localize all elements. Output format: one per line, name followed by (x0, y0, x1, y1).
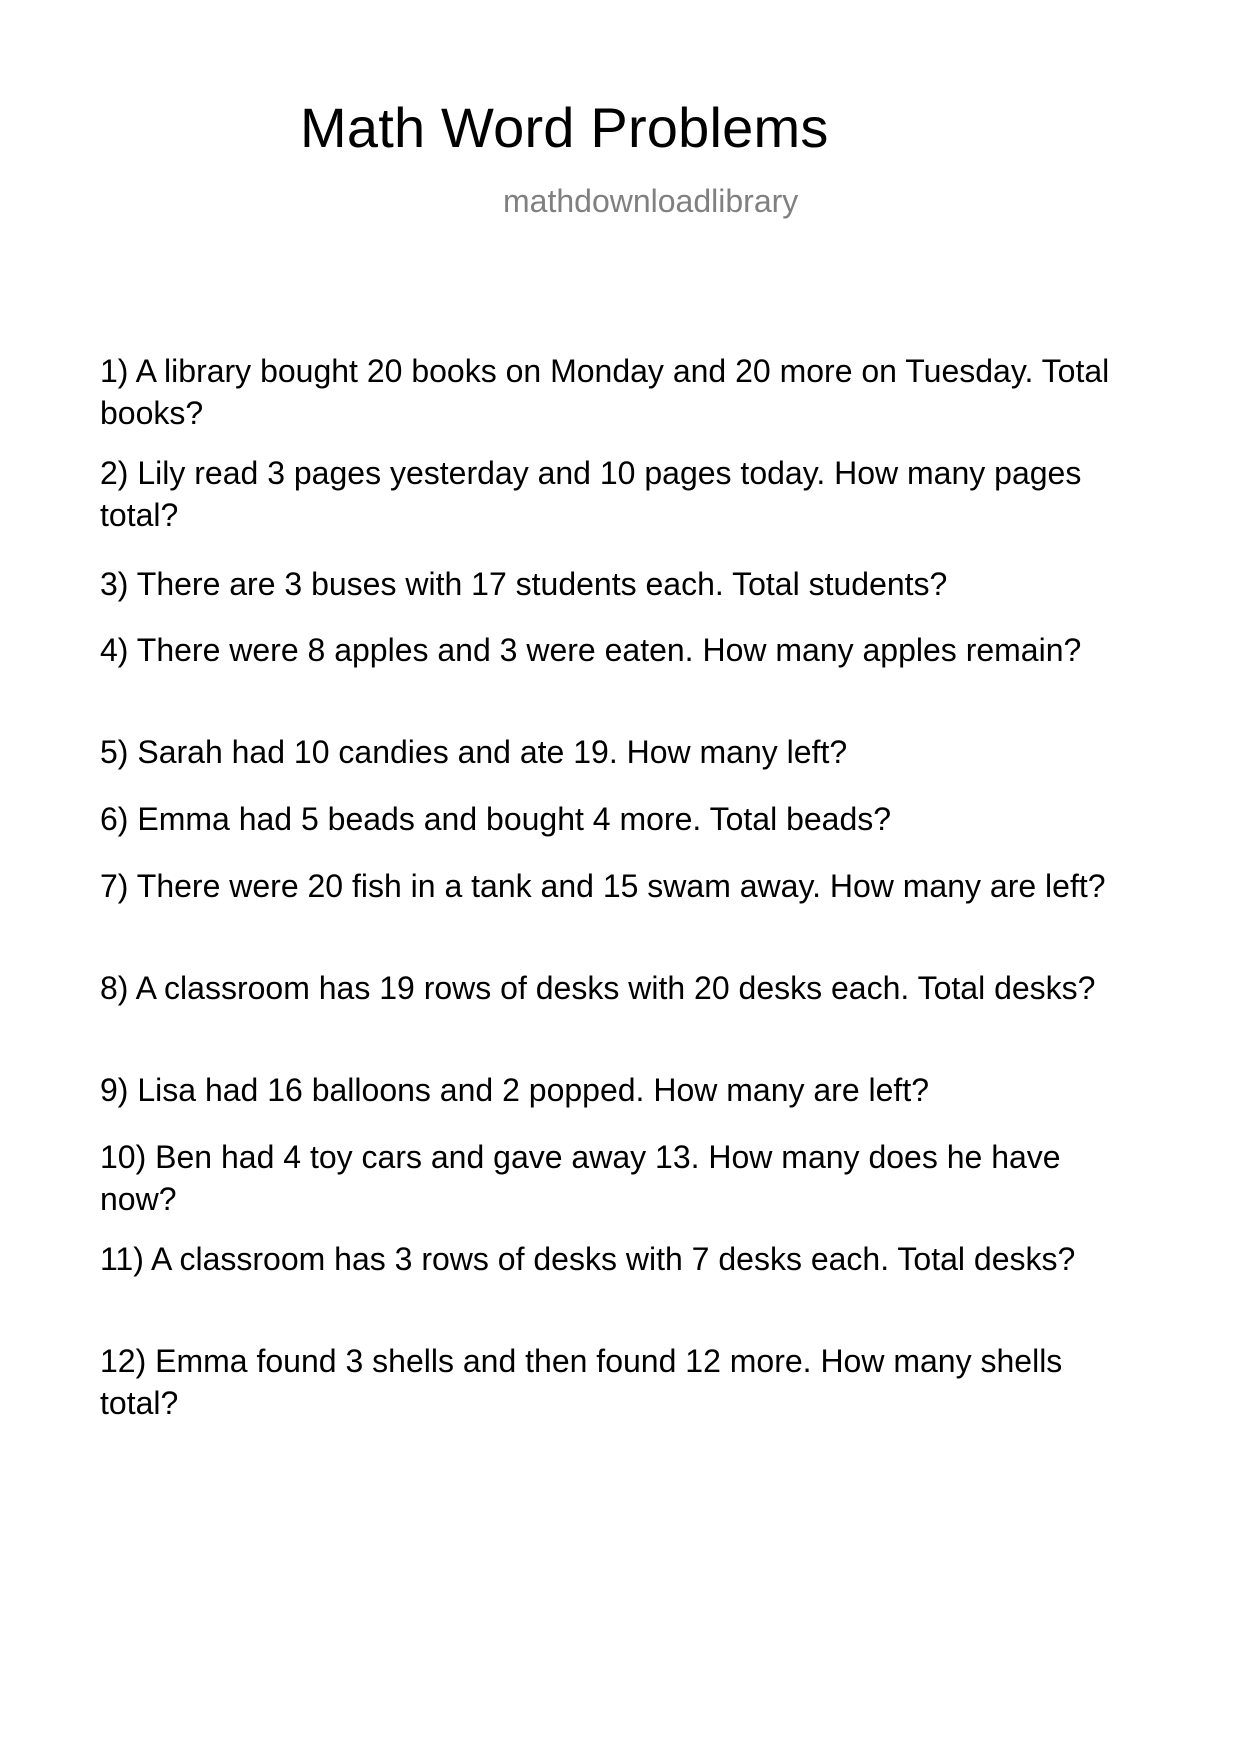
problem-2: 2) Lily read 3 pages yesterday and 10 pages today. How many pages total? (100, 455, 1082, 533)
problem-1: 1) A library bought 20 books on Monday and 20 more on Tuesday. Total books? (100, 353, 1110, 431)
problem-6: 6) Emma had 5 beads and bought 4 more. Total beads? (100, 801, 892, 837)
problem-7: 7) There were 20 fish in a tank and 15 swam away. How many are left? (100, 868, 1106, 904)
page-title: Math Word Problems (300, 96, 829, 159)
problem-12: 12) Emma found 3 shells and then found 12 more. How many shells total? (100, 1343, 1063, 1421)
problem-3: 3) There are 3 buses with 17 students each. Total students? (100, 566, 948, 602)
source-label: mathdownloadlibrary (503, 183, 799, 219)
problem-5: 5) Sarah had 10 candies and ate 19. How many left? (100, 734, 848, 770)
problem-9: 9) Lisa had 16 balloons and 2 popped. How many are left? (100, 1072, 929, 1108)
problem-4: 4) There were 8 apples and 3 were eaten. How many apples remain? (100, 632, 1082, 668)
problem-10: 10) Ben had 4 toy cars and gave away 13. How many does he have now? (100, 1139, 1061, 1217)
problem-8: 8) A classroom has 19 rows of desks with 20 desks each. Total desks? (100, 970, 1096, 1006)
problem-11: 11) A classroom has 3 rows of desks with 7 desks each. Total desks? (100, 1241, 1076, 1277)
